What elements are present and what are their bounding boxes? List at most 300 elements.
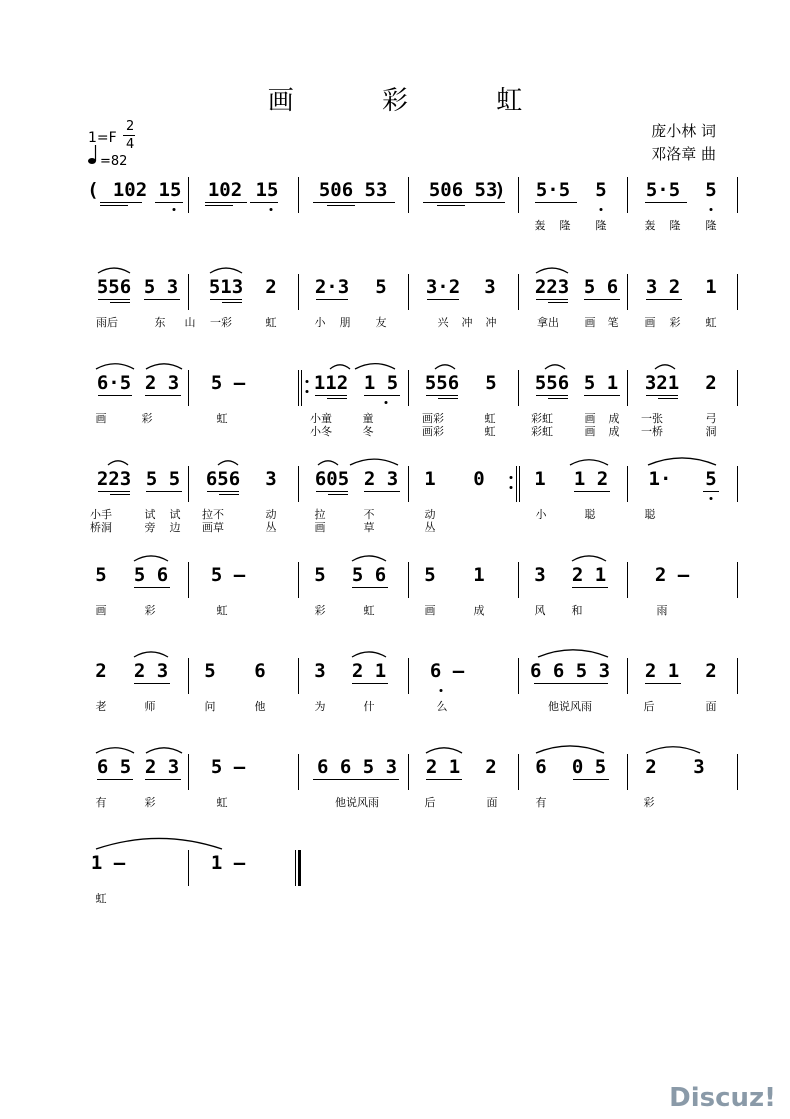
beam-underline <box>437 205 465 206</box>
lyric-syllable: 聪 <box>644 508 656 521</box>
beam-underline <box>316 491 348 492</box>
lyric-syllable-verse2: 一桥 <box>641 425 663 438</box>
slur-arc <box>98 268 130 273</box>
jianpu-note: 2 1 <box>425 756 461 778</box>
slur-arc <box>352 556 386 561</box>
barline <box>518 370 519 406</box>
jianpu-note: 223 <box>96 468 132 490</box>
barline <box>737 370 738 406</box>
beam-underline <box>427 299 459 300</box>
lyric-syllable: 朋 <box>339 316 351 329</box>
barline <box>518 562 519 598</box>
barline <box>518 658 519 694</box>
slur-arc <box>648 458 716 465</box>
lyric-syllable: 虹 <box>363 604 375 617</box>
slur-arc <box>350 459 398 465</box>
jianpu-note: 2 <box>705 372 717 394</box>
lyric-syllable-verse2: 画 <box>314 521 326 534</box>
beam-underline <box>703 491 719 492</box>
jianpu-note: 321 <box>644 372 680 394</box>
slur-arc <box>646 747 700 753</box>
jianpu-note: 2 <box>705 660 717 682</box>
slur-arc <box>545 365 565 369</box>
lyric-syllable: 友 <box>375 316 387 329</box>
lyric-syllable: 老 <box>95 700 107 713</box>
beam-underline <box>423 202 465 203</box>
slur-arc <box>655 365 675 369</box>
barline <box>408 658 409 694</box>
beam-underline <box>145 395 181 396</box>
jianpu-note: 1 – <box>90 852 126 874</box>
lyric-syllable: 一张 <box>641 412 663 425</box>
jianpu-note: ( <box>87 179 99 201</box>
barline <box>627 177 628 213</box>
jianpu-note: 1· <box>648 468 672 490</box>
lyric-syllable-verse2: 小冬 <box>310 425 332 438</box>
lyric-syllable: 画 <box>584 412 596 425</box>
jianpu-note: 556 <box>424 372 460 394</box>
octave-dot-below <box>600 208 603 211</box>
beam-underline <box>574 491 610 492</box>
beam-underline <box>327 398 347 399</box>
lyric-syllable: 画彩 <box>422 412 444 425</box>
lyric-syllable: 弓 <box>705 412 717 425</box>
lyric-syllable: 师 <box>144 700 156 713</box>
jianpu-note: 6 6 5 3 <box>529 660 611 682</box>
lyric-syllable: 后 <box>643 700 655 713</box>
beam-underline <box>205 205 233 206</box>
beam-underline <box>98 395 132 396</box>
jianpu-note: 5 <box>485 372 497 394</box>
jianpu-note: 2 3 <box>133 660 169 682</box>
beam-underline <box>463 202 505 203</box>
lyric-syllable: 小童 <box>310 412 332 425</box>
lyric-syllable: 他说风雨 <box>548 700 592 713</box>
jianpu-note: 6 – <box>429 660 465 682</box>
slur-arc <box>108 461 128 465</box>
lyric-syllable: 小 <box>535 508 547 521</box>
beam-underline <box>364 395 400 396</box>
beam-underline <box>645 683 681 684</box>
lyric-syllable: 雨后 <box>96 316 118 329</box>
lyric-syllable-verse2: 冬 <box>362 425 374 438</box>
lyric-syllable: 不 <box>363 508 375 521</box>
lyric-syllable-verse2: 虹 <box>484 425 496 438</box>
slur-arc <box>572 556 606 561</box>
lyric-syllable: 东 <box>154 316 166 329</box>
lyric-syllable-verse2: 桥洞 <box>90 521 112 534</box>
slur-arc <box>536 268 568 273</box>
jianpu-note: 0 5 <box>571 756 607 778</box>
jianpu-note: 6 6 5 3 <box>316 756 398 778</box>
beam-underline <box>144 299 180 300</box>
slur-arc <box>330 365 350 369</box>
lyric-syllable: 试 <box>169 508 181 521</box>
jianpu-note: 2 1 <box>351 660 387 682</box>
lyric-syllable: 冲 <box>461 316 473 329</box>
barline <box>188 850 189 886</box>
beam-underline <box>658 398 678 399</box>
final-barline-thick <box>298 850 301 886</box>
lyric-syllable: 拿出 <box>537 316 559 329</box>
slur-arc <box>134 556 168 561</box>
octave-dot-below <box>385 401 388 404</box>
time-signature-bottom: 4 <box>126 137 135 152</box>
beam-underline <box>313 202 355 203</box>
jianpu-note: 2 3 <box>363 468 399 490</box>
lyric-syllable: 画 <box>95 604 107 617</box>
beam-underline <box>98 491 130 492</box>
beam-underline <box>222 302 242 303</box>
barline <box>737 754 738 790</box>
lyric-syllable: 隆 <box>705 219 717 232</box>
jianpu-note: 5 5 <box>145 468 181 490</box>
beam-underline <box>426 779 462 780</box>
beam-underline <box>110 302 130 303</box>
jianpu-note: 513 <box>208 276 244 298</box>
slur-arc <box>570 460 608 465</box>
lyric-syllable: 彩虹 <box>531 412 553 425</box>
slur-arc <box>134 652 168 657</box>
barline <box>298 466 299 502</box>
lyric-syllable: 有 <box>95 796 107 809</box>
barline <box>627 754 628 790</box>
lyric-syllable-verse2: 丛 <box>424 521 436 534</box>
beam-underline <box>110 494 130 495</box>
slur-arc <box>352 652 386 657</box>
beam-underline <box>536 395 568 396</box>
barline <box>408 177 409 213</box>
lyric-syllable: 拉不 <box>202 508 224 521</box>
lyric-syllable: 虹 <box>216 796 228 809</box>
slur-arc <box>210 268 242 273</box>
lyric-syllable: 彩 <box>669 316 681 329</box>
lyric-syllable: 彩 <box>314 604 326 617</box>
lyric-syllable: 聪 <box>584 508 596 521</box>
beam-underline <box>327 205 355 206</box>
slur-arc <box>536 746 604 753</box>
lyric-syllable: 问 <box>204 700 216 713</box>
lyric-syllable-verse2: 画 <box>584 425 596 438</box>
beam-underline <box>646 299 682 300</box>
repeat-dot <box>306 390 309 393</box>
beam-underline <box>353 202 395 203</box>
barline <box>188 658 189 694</box>
slur-arc <box>538 650 608 657</box>
octave-dot-below <box>710 497 713 500</box>
jianpu-note: 5 6 <box>583 276 619 298</box>
lyric-syllable: 动 <box>424 508 436 521</box>
beam-underline <box>548 398 568 399</box>
barline <box>737 274 738 310</box>
jianpu-note: 5 <box>705 468 717 490</box>
jianpu-note: 1 <box>473 564 485 586</box>
beam-underline <box>134 683 170 684</box>
beam-underline <box>328 494 348 495</box>
repeat-dot <box>510 476 513 479</box>
barline <box>188 466 189 502</box>
jianpu-note: 2 3 <box>144 372 180 394</box>
jianpu-note: 5 3 <box>143 276 179 298</box>
barline <box>518 754 519 790</box>
barline <box>408 754 409 790</box>
jianpu-note: 656 <box>205 468 241 490</box>
barline <box>188 562 189 598</box>
beam-underline <box>316 299 348 300</box>
beam-underline <box>155 202 183 203</box>
beam-underline <box>313 779 399 780</box>
jianpu-note: 5 – <box>210 756 246 778</box>
jianpu-note: 2·3 <box>314 276 350 298</box>
lyric-syllable: 虹 <box>265 316 277 329</box>
slur-arc <box>146 364 182 369</box>
slur-arc <box>146 748 182 753</box>
lyric-syllable: 彩 <box>144 796 156 809</box>
lyric-syllable: 小手 <box>90 508 112 521</box>
lyric-syllable-verse2: 草 <box>363 521 375 534</box>
lyric-syllable: 面 <box>705 700 717 713</box>
beam-underline <box>536 299 568 300</box>
jianpu-note: 1 <box>705 276 717 298</box>
jianpu-note: 1 <box>424 468 436 490</box>
jianpu-note: 2 – <box>654 564 690 586</box>
octave-dot-below <box>173 208 176 211</box>
beam-underline <box>250 202 278 203</box>
lyric-syllable-verse2: 旁 <box>144 521 156 534</box>
lyric-syllable: 虹 <box>95 892 107 905</box>
barline <box>298 658 299 694</box>
jianpu-note: 5·5 <box>645 179 681 201</box>
beam-underline <box>100 202 142 203</box>
jianpu-note: 2 1 <box>571 564 607 586</box>
lyric-syllable: 隆 <box>669 219 681 232</box>
barline <box>737 466 738 502</box>
beam-underline <box>573 779 609 780</box>
lyric-syllable: 动 <box>265 508 277 521</box>
lyric-syllable: 虹 <box>216 604 228 617</box>
lyric-syllable: 画 <box>584 316 596 329</box>
lyric-syllable: 试 <box>144 508 156 521</box>
jianpu-note: 6 5 <box>96 756 132 778</box>
barline <box>188 177 189 213</box>
lyric-syllable-verse2: 彩虹 <box>531 425 553 438</box>
beam-underline <box>134 587 170 588</box>
octave-dot-below <box>710 208 713 211</box>
lyric-syllable-verse2: 成 <box>608 425 620 438</box>
beam-underline <box>219 494 239 495</box>
jianpu-note: 112 <box>313 372 349 394</box>
beam-underline <box>352 683 388 684</box>
tempo-marking: =82 <box>100 154 128 169</box>
jianpu-note: 5 <box>204 660 216 682</box>
beam-underline <box>100 205 128 206</box>
barline <box>188 370 189 406</box>
watermark-logo: Discuz! <box>669 1083 776 1113</box>
barline <box>627 562 628 598</box>
barline <box>298 562 299 598</box>
beam-underline <box>97 779 133 780</box>
jianpu-note: 223 <box>534 276 570 298</box>
jianpu-note: 5 <box>595 179 607 201</box>
lyric-syllable-verse2: 边 <box>169 521 181 534</box>
jianpu-note: 0 <box>473 468 485 490</box>
time-signature-top: 2 <box>126 119 135 134</box>
repeat-dot <box>510 486 513 489</box>
jianpu-note: 6·5 <box>96 372 132 394</box>
lyric-syllable: 兴 <box>437 316 449 329</box>
jianpu-note: 5 <box>375 276 387 298</box>
barline <box>518 177 519 213</box>
song-title: 画 彩 虹 <box>267 86 563 116</box>
barline <box>627 466 628 502</box>
beam-underline <box>548 302 568 303</box>
jianpu-note: 5 6 <box>133 564 169 586</box>
time-signature-rule <box>123 135 135 136</box>
slur-arc <box>96 838 222 849</box>
lyric-syllable-verse2: 画草 <box>202 521 224 534</box>
barline <box>408 274 409 310</box>
quarter-note-icon <box>88 144 100 166</box>
lyric-syllable: 彩 <box>141 412 153 425</box>
jianpu-note: 5 <box>424 564 436 586</box>
lyric-syllable: 风 <box>534 604 546 617</box>
beam-underline <box>205 202 247 203</box>
lyric-syllable: 画 <box>424 604 436 617</box>
jianpu-note: 2 3 <box>144 756 180 778</box>
lyric-syllable: 么 <box>436 700 448 713</box>
lyricist-credit: 庞小林 词 <box>651 122 716 140</box>
jianpu-note: 2 <box>485 756 497 778</box>
lyric-syllable: 和 <box>571 604 583 617</box>
octave-dot-below <box>440 689 443 692</box>
barline <box>408 370 409 406</box>
octave-dot-below <box>270 208 273 211</box>
lyric-syllable-verse2: 画彩 <box>422 425 444 438</box>
lyric-syllable: 雨 <box>656 604 668 617</box>
jianpu-note: 3 2 <box>645 276 681 298</box>
lyric-syllable: 他 <box>254 700 266 713</box>
lyric-syllable: 彩 <box>643 796 655 809</box>
beam-underline <box>584 395 620 396</box>
lyric-syllable: 虹 <box>705 316 717 329</box>
jianpu-note: 5 – <box>210 564 246 586</box>
lyric-syllable: 童 <box>362 412 374 425</box>
lyric-syllable: 拉 <box>314 508 326 521</box>
jianpu-note: 1 2 <box>573 468 609 490</box>
lyric-syllable: 冲 <box>485 316 497 329</box>
slur-arc <box>318 461 338 465</box>
slur-arc <box>218 461 238 465</box>
lyric-syllable: 隆 <box>559 219 571 232</box>
jianpu-note: 2 <box>265 276 277 298</box>
barline <box>737 658 738 694</box>
jianpu-note: 5 6 <box>351 564 387 586</box>
jianpu-note: 15 <box>255 179 279 201</box>
jianpu-note: 2 1 <box>644 660 680 682</box>
barline <box>627 658 628 694</box>
lyric-syllable: 一彩 <box>210 316 232 329</box>
lyric-syllable: 面 <box>486 796 498 809</box>
jianpu-note: 3 <box>693 756 705 778</box>
lyric-syllable: 轰 <box>644 219 656 232</box>
barline <box>298 177 299 213</box>
lyric-syllable-verse2: 洞 <box>705 425 717 438</box>
jianpu-note: 3 <box>314 660 326 682</box>
repeat-end-barline <box>516 466 517 502</box>
jianpu-note: 3 <box>265 468 277 490</box>
beam-underline <box>645 202 687 203</box>
jianpu-note: ) <box>494 179 506 201</box>
slur-arc <box>426 748 462 753</box>
jianpu-note: 556 <box>96 276 132 298</box>
repeat-barline-second <box>519 466 520 502</box>
barline <box>627 274 628 310</box>
beam-underline <box>535 202 577 203</box>
beam-underline <box>572 587 608 588</box>
barline <box>408 466 409 502</box>
slur-arc <box>96 364 134 369</box>
slur-arc <box>355 364 395 369</box>
jianpu-note: 102 <box>207 179 243 201</box>
repeat-barline-second <box>301 370 302 406</box>
jianpu-note: 5 – <box>210 372 246 394</box>
beam-underline <box>364 491 400 492</box>
lyric-syllable: 什 <box>363 700 375 713</box>
beam-underline <box>210 299 242 300</box>
barline <box>298 274 299 310</box>
jianpu-note: 1 5 <box>363 372 399 394</box>
lyric-syllable: 隆 <box>595 219 607 232</box>
lyric-syllable: 彩 <box>144 604 156 617</box>
beam-underline <box>315 395 347 396</box>
barline <box>737 562 738 598</box>
barline <box>408 562 409 598</box>
lyric-syllable: 为 <box>314 700 326 713</box>
lyric-syllable: 后 <box>424 796 436 809</box>
lyric-syllable: 笔 <box>607 316 619 329</box>
beam-underline <box>207 491 239 492</box>
beam-underline <box>534 683 608 684</box>
lyric-syllable-verse2: 丛 <box>265 521 277 534</box>
jianpu-note: 2 <box>95 660 107 682</box>
jianpu-note: 53 <box>364 179 388 201</box>
barline <box>188 274 189 310</box>
jianpu-note: 6 <box>535 756 547 778</box>
beam-underline <box>646 395 678 396</box>
beam-underline <box>352 587 388 588</box>
lyric-syllable: 虹 <box>216 412 228 425</box>
jianpu-note: 3 <box>534 564 546 586</box>
beam-underline <box>98 299 130 300</box>
jianpu-note: 53 <box>474 179 498 201</box>
jianpu-note: 2 <box>645 756 657 778</box>
barline <box>188 754 189 790</box>
beam-underline <box>426 395 458 396</box>
lyric-syllable: 画 <box>95 412 107 425</box>
jianpu-note: 506 <box>318 179 354 201</box>
jianpu-note: 506 <box>428 179 464 201</box>
barline <box>737 177 738 213</box>
beam-underline <box>145 779 181 780</box>
jianpu-note: 556 <box>534 372 570 394</box>
slur-arc <box>96 748 134 753</box>
composer-credit: 邓洛章 曲 <box>651 145 716 163</box>
lyric-syllable: 成 <box>473 604 485 617</box>
jianpu-note: 5·5 <box>535 179 571 201</box>
repeat-start-barline <box>298 370 299 406</box>
jianpu-note: 605 <box>314 468 350 490</box>
jianpu-note: 1 <box>534 468 546 490</box>
